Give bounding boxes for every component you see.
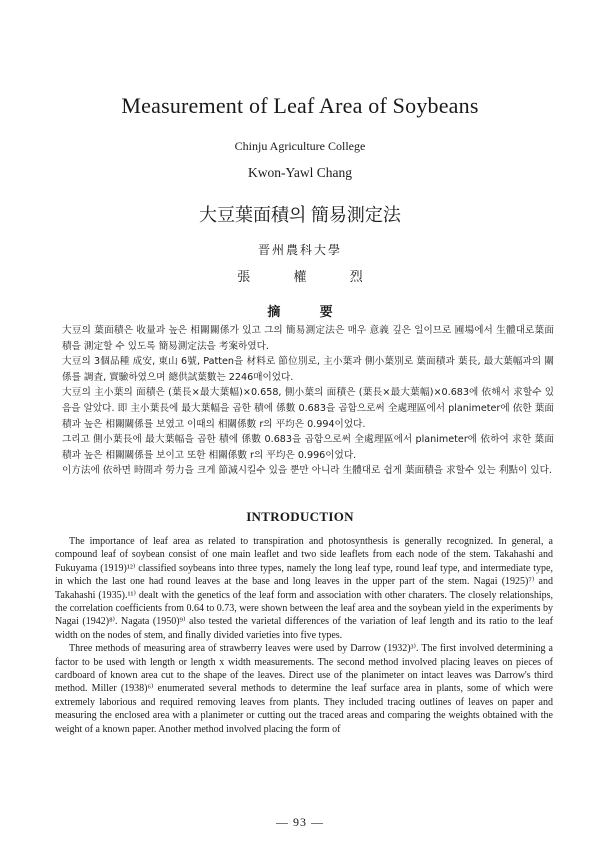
affiliation: Chinju Agriculture College [234,139,366,153]
korean-title: 大豆葉面積의 簡易測定法 [199,205,401,225]
body-paragraph: Three methods of measuring area of strawberry leaves were used by Darrow (1932)³⁾. The first involved determining a factor to be used with length or length x width measurements. The second method involved placing leaves on pieces of cardboard of known area cut to the shape of the leaves. Direct use of the planimeter on intact leaves was Darrow's third method. Miller (1938)⁶⁾ enumerated several methods to determine the leaf surface area in plants, some of which were extremely laborious and required removing leaves from plants. They included tracing outlines of leaves on paper and measuring the enclosed area with a planimeter or cutting out the traced areas and comparing the weights obtained with the weight of a known paper. Another method involved placing the form of [55,643,553,735]
korean-affiliation: 晋州農科大學 [257,243,342,257]
abstract-paragraph: 大豆의 主小葉의 面積은 (葉長×最大葉幅)×0.658, 側小葉의 面積은 (葉長×最大葉幅)×0.683에 依해서 求할수 있음을 알았다. 即 主小葉長에 最大葉幅을 곱한 積에 係數 0.683을 곱함으로써 全處理區에서 planimeter에 依한 葉面積과 높은 相關關係를 보였고 이때의 相關係數 r의 平均은 0.994이었다. [62,387,554,430]
korean-author: 張 權 烈 [237,269,363,284]
korean-abstract-heading: 摘 要 [267,304,333,319]
abstract-paragraph: 그리고 側小葉長에 最大葉幅을 곱한 積에 係數 0.683을 곱함으로써 全處理區에서 planimeter에 依하여 求한 葉面積과 높은 相關關係를 보이고 또한 相關係數 r의 平均은 0.996이었다. [62,434,554,461]
introduction-body [55,535,553,736]
author: Kwon-Yawl Chang [247,165,352,180]
abstract-paragraph: 大豆의 3個品種 成安, 東山 6號, Patten을 材料로 節位別로, 主小葉과 側小葉別로 葉面積과 葉長, 最大葉幅과의 關係를 調査, 實驗하였으며 總供試葉數는 2246매이었다. [62,356,554,383]
paper-title: Measurement of Leaf Area of Soybeans [121,93,479,118]
korean-abstract [62,323,554,479]
body-paragraph: The importance of leaf area as related to transpiration and photosynthesis is generally recognized. In general, a compound leaf of soybean consist of one main leaflet and two side leaflets from each node of the stem. Takahashi and Fukuyama (1919)¹²⁾ classified soybeans into three types, namely the long leaf type, round leaf type, and intermediate type, in which the last one had round leaves at the base and long leaves in the upper part of the stem. Nagai (1925)⁷⁾ and Takahashi (1935).¹¹⁾ dealt with the genetics of the leaf form and association with other charaters. The closely relationships, the correlation coefficients from 0.64 to 0.73, were shown between the leaf area and the soybean yield in the experiments by Nagai (1942)⁸⁾. Nagata (1950)⁹⁾ also tested the varietal differences of the variation of leaf length and its ratio to the leaf width on the nodes of stem, and finally divided varieties into five types. [55,536,553,641]
page-number: — 93 — [276,815,324,829]
abstract-paragraph: 大豆의 葉面積은 收量과 높은 相關關係가 있고 그의 簡易測定法은 매우 意義 깊은 일이므로 圃場에서 生體대로葉面積을 測定할 수 있도록 簡易測定法을 考案하였다. [62,325,554,352]
abstract-paragraph: 이方法에 依하면 時間과 勞力을 크게 節減시킬수 있을 뿐만 아니라 生體대로 쉽게 葉面積을 求할수 있는 利點이 있다. [62,465,552,477]
introduction-heading: INTRODUCTION [246,509,354,524]
